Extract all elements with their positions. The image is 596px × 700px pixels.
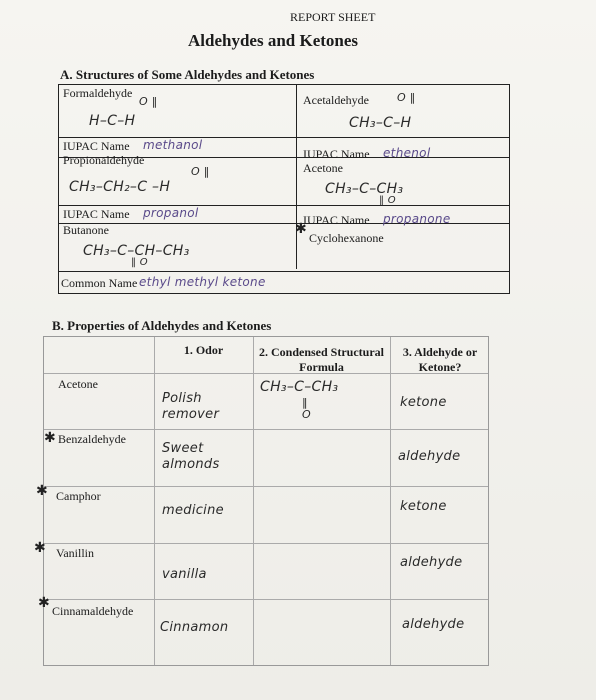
formaldehyde-oxygen: O ‖ bbox=[139, 95, 158, 108]
formaldehyde-label: Formaldehyde bbox=[63, 86, 133, 100]
acetone-structure: CH₃–C–CH₃ bbox=[325, 181, 404, 197]
odor-cinnamaldehyde: Cinnamon bbox=[160, 620, 229, 635]
formaldehyde-iupac-label: IUPAC Name bbox=[63, 139, 130, 153]
section-a-heading: A. Structures of Some Aldehydes and Ketones bbox=[60, 67, 315, 82]
row-divider bbox=[44, 429, 488, 430]
odor-camphor: medicine bbox=[162, 503, 224, 518]
odor-acetone: Polish remover bbox=[162, 391, 220, 422]
row-name-acetone: Acetone bbox=[58, 377, 98, 391]
column-header-type: 3. Aldehyde or Ketone? bbox=[402, 345, 478, 374]
butanone-oxygen: ‖ O bbox=[131, 257, 148, 268]
report-label: REPORT SHEET bbox=[290, 10, 376, 24]
odor-benzaldehyde: Sweet almonds bbox=[162, 441, 220, 472]
row-divider bbox=[44, 486, 488, 487]
type-cinnamaldehyde: aldehyde bbox=[402, 617, 465, 632]
section-b-heading: B. Properties of Aldehydes and Ketones bbox=[52, 318, 272, 333]
acetone-iupac-answer: propanone bbox=[383, 212, 451, 226]
row-divider bbox=[59, 137, 509, 138]
formula-acetone: CH₃–C–CH₃ bbox=[260, 379, 339, 395]
column-header-odor: 1. Odor bbox=[183, 343, 224, 357]
column-divider bbox=[390, 337, 391, 665]
acetaldehyde-iupac-label: IUPAC Name bbox=[303, 147, 370, 161]
formaldehyde-iupac-answer: methanol bbox=[143, 138, 203, 152]
propionaldehyde-label: Propionaldehyde bbox=[63, 153, 145, 167]
formaldehyde-structure: H–C–H bbox=[89, 113, 136, 129]
acetone-iupac-label: IUPAC Name bbox=[303, 213, 370, 227]
column-header-formula: 2. Condensed Structural Formula bbox=[258, 345, 384, 374]
page-title: Aldehydes and Ketones bbox=[188, 31, 359, 50]
propionaldehyde-structure: CH₃–CH₂–C –H bbox=[69, 179, 171, 195]
row-name-vanillin: Vanillin bbox=[56, 546, 94, 560]
column-divider bbox=[154, 337, 155, 665]
acetone-label: Acetone bbox=[303, 161, 343, 175]
asterisk-mark-icon: ✱ bbox=[295, 222, 307, 237]
acetaldehyde-label: Acetaldehyde bbox=[303, 93, 369, 107]
properties-table bbox=[34, 336, 489, 666]
acetaldehyde-structure: CH₃–C–H bbox=[349, 115, 412, 131]
row-name-benzaldehyde: Benzaldehyde bbox=[58, 432, 126, 446]
butanone-common-label: Common Name bbox=[61, 276, 138, 290]
acetaldehyde-oxygen: O ‖ bbox=[397, 91, 416, 104]
butanone-structure: CH₃–C–CH–CH₃ bbox=[83, 243, 190, 259]
propionaldehyde-iupac-label: IUPAC Name bbox=[63, 207, 130, 221]
acetaldehyde-iupac-answer: ethenol bbox=[383, 146, 431, 160]
butanone-label: Butanone bbox=[63, 223, 109, 237]
asterisk-mark-icon: ✱ bbox=[34, 541, 46, 556]
formula-acetone-oxygen: ‖ O bbox=[302, 396, 311, 421]
row-name-camphor: Camphor bbox=[56, 489, 101, 503]
row-divider bbox=[59, 205, 509, 206]
asterisk-mark-icon: ✱ bbox=[36, 484, 48, 499]
propionaldehyde-oxygen: O ‖ bbox=[191, 165, 210, 178]
row-divider bbox=[44, 543, 488, 544]
odor-vanillin: vanilla bbox=[162, 567, 207, 582]
cyclohexanone-label: Cyclohexanone bbox=[309, 231, 384, 245]
row-divider bbox=[59, 271, 509, 272]
row-name-cinnamaldehyde: Cinnamaldehyde bbox=[52, 604, 134, 618]
propionaldehyde-iupac-answer: propanol bbox=[143, 206, 199, 220]
structures-table bbox=[58, 84, 510, 294]
type-vanillin: aldehyde bbox=[400, 555, 463, 570]
asterisk-mark-icon: ✱ bbox=[44, 431, 56, 446]
type-benzaldehyde: aldehyde bbox=[398, 449, 461, 464]
column-divider bbox=[296, 85, 297, 269]
type-acetone: ketone bbox=[400, 395, 447, 410]
row-divider bbox=[44, 599, 488, 600]
butanone-common-answer: ethyl methyl ketone bbox=[139, 275, 266, 289]
asterisk-mark-icon: ✱ bbox=[38, 596, 50, 611]
acetone-oxygen: ‖ O bbox=[379, 195, 396, 206]
column-divider bbox=[253, 337, 254, 665]
type-camphor: ketone bbox=[400, 499, 447, 514]
